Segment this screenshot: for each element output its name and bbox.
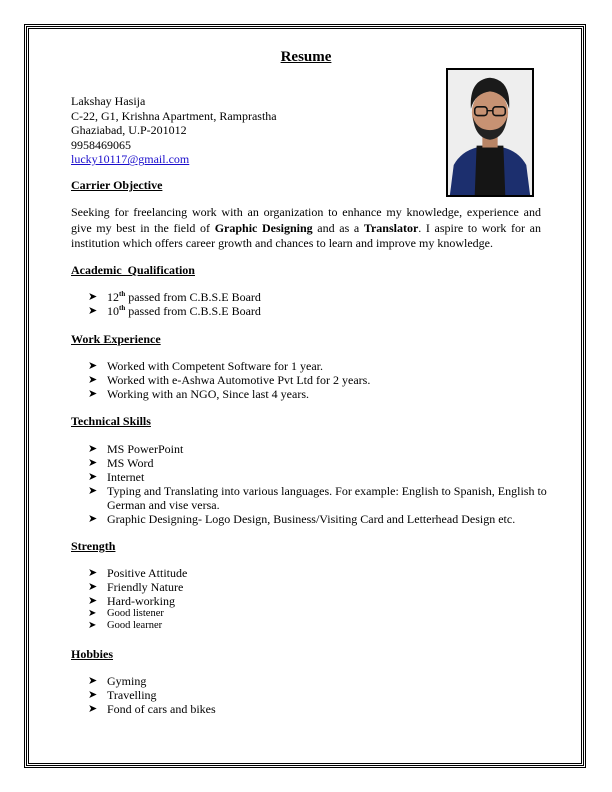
arrowhead-bullet-icon: ➤ [88,594,98,607]
list-item [88,470,548,484]
objective-text-part: and as a [312,220,364,235]
arrowhead-bullet-icon: ➤ [88,442,98,455]
resume-title: Resume [280,49,332,65]
list-item [88,442,548,456]
strength-item-text: Good listener [107,608,164,619]
objective-text-part: Seeking for freelancing work with an organization to enhance my knowledge, experience and give my best in the field of [71,205,541,235]
work-heading: Work Experience [71,332,161,346]
skills-list [88,442,548,526]
contact-address-line1: C-22, G1, Krishna Apartment, Ramprastha [71,108,277,123]
academic-detail: passed from C.B.S.E Board [125,290,261,304]
list-item [88,688,548,702]
list-item [88,359,548,373]
arrowhead-bullet-icon: ➤ [88,688,98,701]
list-item [88,484,548,512]
skill-item-text: Graphic Designing- Logo Design, Business/Visiting Card and Letterhead Design etc. [107,512,516,526]
arrowhead-bullet-icon: ➤ [88,608,97,619]
contact-name: Lakshay Hasija [71,94,146,108]
email-link[interactable]: lucky10117@gmail.com [71,152,190,167]
academic-grade: 12 [107,290,119,304]
hobbies-list [88,674,548,716]
strength-item-text: Hard-working [107,594,175,608]
arrowhead-bullet-icon: ➤ [88,470,98,483]
work-item-text: Working with an NGO, Since last 4 years. [107,387,309,401]
skill-item-text: Typing and Translating into various languages. For example: English to Spanish, English to German and vise versa. [107,484,547,512]
academic-heading: Academic Qualification [71,263,195,277]
hobby-item-text: Fond of cars and bikes [107,702,216,716]
skills-heading: Technical Skills [71,414,151,428]
list-item [88,373,548,387]
arrowhead-bullet-icon: ➤ [88,387,98,400]
strength-heading: Strength [71,539,116,553]
work-list [88,359,548,401]
arrowhead-bullet-icon: ➤ [88,373,98,386]
arrowhead-bullet-icon: ➤ [88,702,98,715]
academic-detail: passed from C.B.S.E Board [125,304,261,318]
list-item [88,456,548,470]
list-item [88,702,548,716]
arrowhead-bullet-icon: ➤ [88,674,98,687]
arrowhead-bullet-icon: ➤ [88,290,98,303]
list-item [88,580,548,594]
contact-phone: 9958469065 [71,137,131,152]
list-item [88,674,548,688]
list-item [88,608,548,620]
hobby-item-text: Gyming [107,674,147,688]
academic-grade: 10 [107,304,119,318]
profile-photo [446,68,534,197]
strength-item-text: Good learner [107,620,163,632]
arrowhead-bullet-icon: ➤ [88,359,98,372]
contact-block [71,94,277,167]
arrowhead-bullet-icon: ➤ [88,512,98,525]
arrowhead-bullet-icon: ➤ [88,620,97,632]
arrowhead-bullet-icon: ➤ [88,304,98,317]
skill-item-text: MS Word [107,456,154,470]
list-item [88,620,548,632]
list-item [88,290,548,304]
objective-paragraph [71,205,541,252]
hobby-item-text: Travelling [107,688,157,702]
strength-item-text: Positive Attitude [107,566,188,580]
objective-bold-graphic-designing: Graphic Designing [214,220,313,235]
objective-heading: Carrier Objective [71,178,163,192]
arrowhead-bullet-icon: ➤ [88,566,98,579]
list-item [88,512,548,526]
work-item-text: Worked with Competent Software for 1 year. [107,359,323,373]
objective-bold-translator: Translator [363,220,419,235]
arrowhead-bullet-icon: ➤ [88,484,98,497]
hobbies-heading: Hobbies [71,647,114,661]
academic-list [88,290,548,318]
work-item-text: Worked with e-Ashwa Automotive Pvt Ltd for 2 years. [107,373,371,387]
list-item [88,566,548,580]
arrowhead-bullet-icon: ➤ [88,580,98,593]
skill-item-text: MS PowerPoint [107,442,184,456]
list-item [88,387,548,401]
arrowhead-bullet-icon: ➤ [88,456,98,469]
list-item [88,594,548,608]
strength-list [88,566,548,633]
list-item [88,304,548,318]
skill-item-text: Internet [107,470,145,484]
objective-text-part: . I aspire to work for an institution which offers career growth and chances to learn and improve my knowledge. [71,220,541,251]
academic-grade-suffix: th [119,304,126,312]
contact-address-line2: Ghaziabad, U.P-201012 [71,123,187,138]
academic-grade-suffix: th [119,290,126,298]
strength-item-text: Friendly Nature [107,580,184,594]
